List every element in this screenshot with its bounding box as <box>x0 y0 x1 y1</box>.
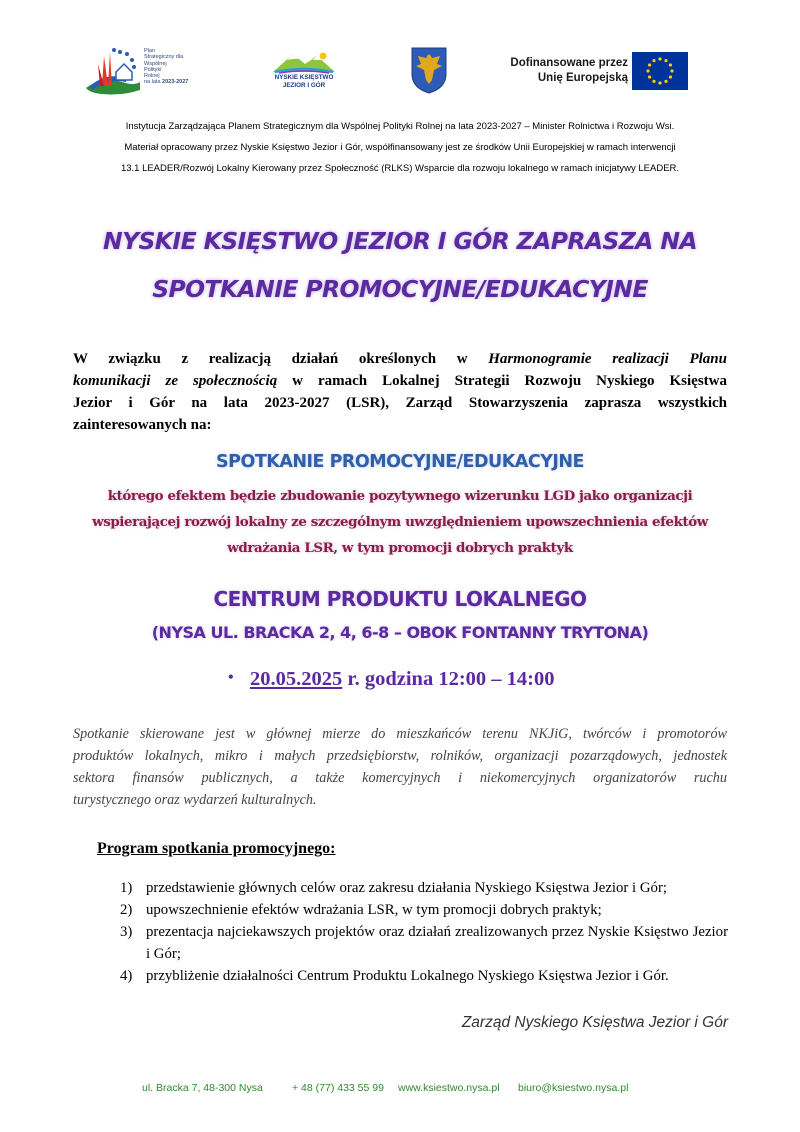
nk-logo-line-1: NYSKIE KSIĘSTWO <box>274 74 334 81</box>
intro-line-3: 13.1 LEADER/Rozwój Lokalny Kierowany przez Społeczność (RLKS) Wsparcie dla rozwoju lokalnego w ramach inicjatywy LEADER. <box>120 163 680 174</box>
target-text: turystycznego oraz wydarzeń kulturalnych. <box>73 792 317 808</box>
eu-funding-text <box>508 56 628 86</box>
headline-line-2: SPOTKANIE PROMOCYJNE/EDUKACYJNE <box>152 275 648 303</box>
program-list <box>120 877 728 987</box>
invitation-italic: komunikacji ze społecznością <box>73 373 278 389</box>
event-time: r. godzina 12:00 – 14:00 <box>342 668 555 690</box>
event-subtitle-line-2: wspierającej rozwój lokalny ze szczególnym uwzględnieniem upowszechnienia efektów <box>92 514 708 530</box>
plan-logo-years: 2023-2027 <box>162 79 189 86</box>
target-text: sektora finansów publicznych, a także komercyjnych i niekomercyjnych organizatorów ruchu <box>73 770 727 786</box>
list-item-text: przybliżenie działalności Centrum Produktu Lokalnego Nyskiego Księstwa Jezior i Gór. <box>146 968 669 984</box>
target-text: Spotkanie skierowane jest w głównej mierze do mieszkańców terenu NKJiG, twórców i promotorów <box>73 726 727 742</box>
nyskie-ksiestwo-logo <box>265 50 343 100</box>
coat-of-arms <box>410 46 448 94</box>
footer-phone: + 48 (77) 433 55 99 <box>292 1082 384 1094</box>
logo-bar <box>0 40 800 100</box>
mountains-lake-icon <box>265 50 343 74</box>
event-subtitle-line-3: wdrażania LSR, w tym promocji dobrych praktyk <box>227 540 573 556</box>
program-title: Program spotkania promocyjnego: <box>97 840 336 857</box>
bullet-icon: • <box>228 669 234 686</box>
list-item-text: upowszechnienie efektów wdrażania LSR, w tym promocji dobrych praktyk; <box>146 902 602 918</box>
invitation-text: W związku z realizacją działań określonych w <box>73 351 489 367</box>
footer-email-link[interactable]: biuro@ksiestwo.nysa.pl <box>518 1082 629 1094</box>
nk-logo-line-2: JEZIOR I GÓR <box>282 82 326 89</box>
footer-address: ul. Bracka 7, 48-300 Nysa <box>142 1082 263 1094</box>
list-item <box>120 899 728 921</box>
event-date-time <box>228 668 554 691</box>
list-item <box>120 965 728 987</box>
plan-strategiczny-logo <box>82 42 192 98</box>
headline-line-1: NYSKIE KSIĘSTWO JEZIOR I GÓR ZAPRASZA NA <box>103 227 697 255</box>
plan-logo-text: Plan Strategiczny dla Wspólnej Polityki Rolnej na lata <box>144 48 184 86</box>
eu-text-line-2: Unię Europejską <box>537 72 628 84</box>
venue-address: (NYSA UL. BRACKA 2, 4, 6-8 – OBOK FONTANNY TRYTONA) <box>151 623 649 642</box>
target-text: produktów lokalnych, mikro i małych przedsiębiorstw, rolników, organizacji pozarządowych, jednostek <box>73 748 727 764</box>
eu-flag-icon <box>632 52 688 90</box>
list-item-number: 4) <box>120 968 133 984</box>
signature: Zarząd Nyskiego Księstwa Jezior i Gór <box>461 1014 728 1031</box>
footer-website-link[interactable]: www.ksiestwo.nysa.pl <box>398 1082 500 1094</box>
venue-name: CENTRUM PRODUKTU LOKALNEGO <box>213 587 587 611</box>
invitation-text: Jezior i Gór na lata 2023-2027 (LSR), Zarząd Stowarzyszenia zaprasza wszystkich <box>73 395 727 411</box>
intro-line-1: Instytucja Zarządzająca Planem Strategicznym dla Wspólnej Polityki Rolnej na lata 2023-2027 – Minister Rolnictwa i Rozwoju Wsi. <box>125 121 675 132</box>
eu-flag <box>632 52 688 90</box>
event-title: SPOTKANIE PROMOCYJNE/EDUKACYJNE <box>216 452 584 472</box>
eagle-coat-of-arms-icon <box>410 46 448 94</box>
plan-strategiczny-emblem-icon <box>82 42 142 98</box>
list-item-number: 3) <box>120 924 133 940</box>
list-item-text: przedstawienie głównych celów oraz zakresu działania Nyskiego Księstwa Jezior i Gór; <box>146 880 667 896</box>
invitation-paragraph <box>73 348 727 436</box>
list-item-number: 1) <box>120 880 133 896</box>
list-item <box>120 921 728 965</box>
list-item-number: 2) <box>120 902 133 918</box>
invitation-text: w ramach Lokalnej Strategii Rozwoju Nyskiego Księstwa <box>277 373 727 389</box>
invitation-text: zainteresowanych na: <box>73 417 212 433</box>
invitation-italic: Harmonogramie realizacji Planu <box>488 351 727 367</box>
eu-text-line-1: Dofinansowane przez <box>510 57 628 69</box>
event-subtitle-line-1: którego efektem będzie zbudowanie pozytywnego wizerunku LGD jako organizacji <box>107 488 693 504</box>
event-date: 20.05.2025 <box>250 668 343 690</box>
list-item <box>120 877 728 899</box>
list-item-text: prezentacja najciekawszych projektów oraz działań zrealizowanych przez Nyskie Księstwo Jezior i Gór; <box>146 924 728 962</box>
target-audience-paragraph <box>73 723 727 811</box>
intro-line-2: Materiał opracowany przez Nyskie Księstwo Jezior i Gór, współfinansowany jest ze środków Unii Europejskiej w ramach interwencji <box>124 142 676 153</box>
